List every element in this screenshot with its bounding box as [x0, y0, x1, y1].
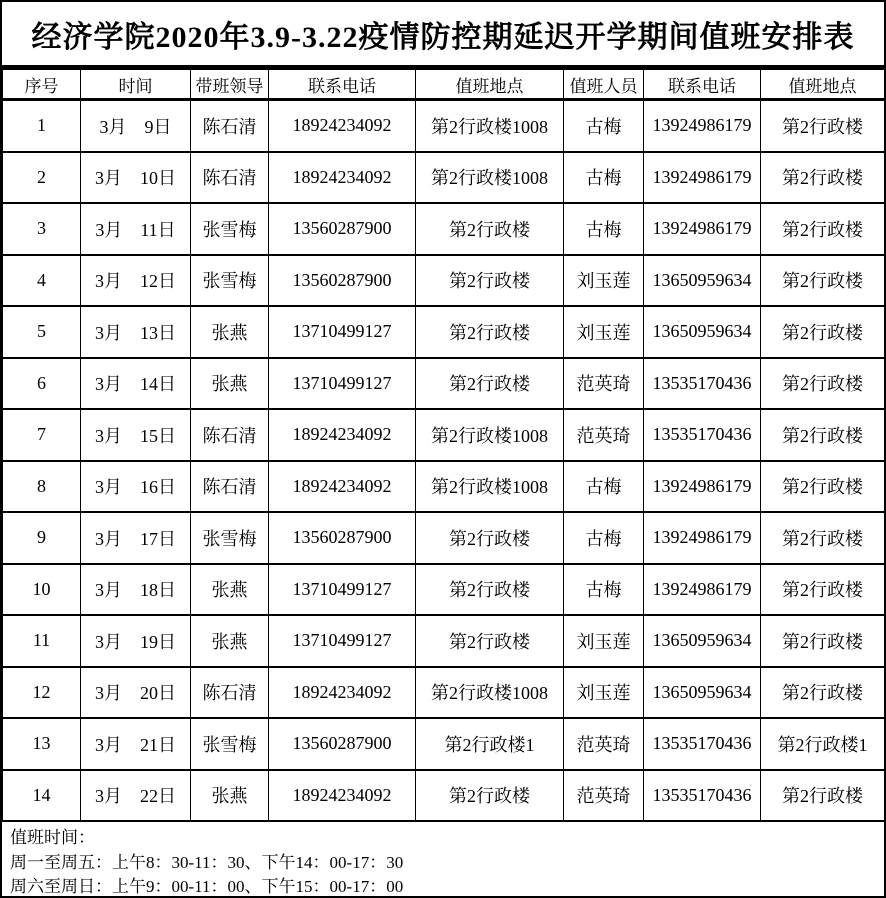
cell-staff-location: 第2行政楼 — [761, 306, 885, 358]
cell-staff-phone: 13650959634 — [644, 306, 761, 358]
column-header-leader-phone: 联系电话 — [269, 69, 416, 100]
cell-leader-location: 第2行政楼1008 — [416, 667, 564, 719]
note-line-heading: 值班时间： — [10, 828, 95, 847]
table-row — [3, 306, 885, 358]
cell-leader-name: 陈石清 — [191, 461, 269, 513]
table-row — [3, 100, 885, 152]
cell-date: 3月 12日 — [81, 255, 191, 307]
cell-serial: 10 — [3, 564, 81, 616]
cell-leader-name: 张燕 — [191, 770, 269, 822]
cell-staff-phone: 13924986179 — [644, 152, 761, 204]
table-row — [3, 615, 885, 667]
cell-leader-name: 陈石清 — [191, 100, 269, 152]
cell-leader-location: 第2行政楼 — [416, 255, 564, 307]
table-row — [3, 358, 885, 410]
cell-leader-phone: 13710499127 — [269, 358, 416, 410]
table-row — [3, 718, 885, 770]
cell-staff-phone: 13535170436 — [644, 358, 761, 410]
cell-serial: 9 — [3, 512, 81, 564]
cell-leader-location: 第2行政楼1 — [416, 718, 564, 770]
cell-staff-phone: 13924986179 — [644, 512, 761, 564]
cell-staff-location: 第2行政楼 — [761, 615, 885, 667]
cell-leader-name: 陈石清 — [191, 667, 269, 719]
cell-leader-phone: 13560287900 — [269, 512, 416, 564]
cell-staff-phone: 13924986179 — [644, 461, 761, 513]
table-row — [3, 512, 885, 564]
duty-table — [2, 68, 885, 822]
cell-staff-phone: 13535170436 — [644, 770, 761, 822]
cell-staff-name: 范英琦 — [564, 358, 644, 410]
cell-date: 3月 22日 — [81, 770, 191, 822]
cell-staff-location: 第2行政楼 — [761, 564, 885, 616]
cell-leader-phone: 13710499127 — [269, 306, 416, 358]
cell-serial: 12 — [3, 667, 81, 719]
cell-staff-location: 第2行政楼 — [761, 409, 885, 461]
cell-serial: 7 — [3, 409, 81, 461]
table-header-row — [3, 69, 885, 100]
cell-serial: 2 — [3, 152, 81, 204]
cell-staff-location: 第2行政楼 — [761, 255, 885, 307]
cell-staff-name: 古梅 — [564, 152, 644, 204]
cell-staff-phone: 13650959634 — [644, 667, 761, 719]
cell-serial: 14 — [3, 770, 81, 822]
cell-staff-location: 第2行政楼 — [761, 770, 885, 822]
cell-staff-phone: 13650959634 — [644, 255, 761, 307]
cell-date: 3月 18日 — [81, 564, 191, 616]
duty-time-note — [2, 822, 884, 898]
cell-date: 3月 15日 — [81, 409, 191, 461]
column-header-leader-location: 值班地点 — [416, 69, 564, 100]
cell-leader-location: 第2行政楼 — [416, 306, 564, 358]
cell-leader-location: 第2行政楼1008 — [416, 409, 564, 461]
cell-staff-name: 古梅 — [564, 461, 644, 513]
cell-staff-name: 古梅 — [564, 512, 644, 564]
cell-leader-location: 第2行政楼 — [416, 512, 564, 564]
cell-date: 3月 20日 — [81, 667, 191, 719]
cell-staff-name: 刘玉莲 — [564, 667, 644, 719]
cell-leader-phone: 18924234092 — [269, 461, 416, 513]
cell-serial: 13 — [3, 718, 81, 770]
cell-staff-name: 刘玉莲 — [564, 255, 644, 307]
note-line-weekday: 周一至周五：上午8：30-11：30、下午14：00-17：30 — [10, 852, 404, 872]
table-row — [3, 770, 885, 822]
page-title: 经济学院2020年3.9-3.22疫情防控期延迟开学期间值班安排表 — [2, 2, 884, 68]
cell-serial: 4 — [3, 255, 81, 307]
cell-staff-name: 古梅 — [564, 203, 644, 255]
cell-date: 3月 14日 — [81, 358, 191, 410]
column-header-date: 时间 — [81, 69, 191, 100]
cell-staff-phone: 13924986179 — [644, 100, 761, 152]
cell-date: 3月 9日 — [81, 100, 191, 152]
column-header-leader: 带班领导 — [191, 69, 269, 100]
note-line-weekend: 周六至周日：上午9：00-11：00、下午15：00-17：00 — [10, 877, 404, 896]
table-row — [3, 152, 885, 204]
cell-staff-phone: 13924986179 — [644, 203, 761, 255]
table-row — [3, 667, 885, 719]
cell-leader-location: 第2行政楼1008 — [416, 152, 564, 204]
cell-staff-name: 刘玉莲 — [564, 306, 644, 358]
cell-staff-phone: 13535170436 — [644, 718, 761, 770]
cell-leader-name: 张雪梅 — [191, 203, 269, 255]
cell-leader-phone: 18924234092 — [269, 100, 416, 152]
cell-leader-location: 第2行政楼 — [416, 358, 564, 410]
cell-leader-name: 张燕 — [191, 358, 269, 410]
table-row — [3, 203, 885, 255]
cell-leader-location: 第2行政楼 — [416, 564, 564, 616]
cell-leader-name: 张雪梅 — [191, 718, 269, 770]
cell-serial: 5 — [3, 306, 81, 358]
cell-staff-location: 第2行政楼 — [761, 512, 885, 564]
cell-leader-phone: 13710499127 — [269, 615, 416, 667]
cell-leader-phone: 18924234092 — [269, 409, 416, 461]
cell-staff-phone: 13650959634 — [644, 615, 761, 667]
cell-leader-phone: 13710499127 — [269, 564, 416, 616]
cell-serial: 11 — [3, 615, 81, 667]
cell-staff-location: 第2行政楼 — [761, 667, 885, 719]
cell-staff-name: 范英琦 — [564, 718, 644, 770]
cell-leader-phone: 18924234092 — [269, 152, 416, 204]
cell-staff-phone: 13924986179 — [644, 564, 761, 616]
cell-date: 3月 11日 — [81, 203, 191, 255]
cell-leader-location: 第2行政楼 — [416, 770, 564, 822]
column-header-staff-phone: 联系电话 — [644, 69, 761, 100]
cell-leader-name: 张燕 — [191, 564, 269, 616]
table-row — [3, 461, 885, 513]
cell-leader-name: 张燕 — [191, 615, 269, 667]
cell-staff-location: 第2行政楼 — [761, 203, 885, 255]
column-header-staff: 值班人员 — [564, 69, 644, 100]
cell-leader-name: 陈石清 — [191, 409, 269, 461]
cell-staff-location: 第2行政楼 — [761, 152, 885, 204]
cell-date: 3月 16日 — [81, 461, 191, 513]
cell-leader-name: 张燕 — [191, 306, 269, 358]
cell-leader-location: 第2行政楼 — [416, 615, 564, 667]
cell-leader-location: 第2行政楼1008 — [416, 461, 564, 513]
table-row — [3, 564, 885, 616]
cell-leader-phone: 18924234092 — [269, 770, 416, 822]
cell-date: 3月 19日 — [81, 615, 191, 667]
cell-serial: 8 — [3, 461, 81, 513]
cell-staff-name: 古梅 — [564, 100, 644, 152]
cell-leader-name: 张雪梅 — [191, 255, 269, 307]
table-row — [3, 409, 885, 461]
table-row — [3, 255, 885, 307]
cell-date: 3月 13日 — [81, 306, 191, 358]
cell-staff-location: 第2行政楼 — [761, 100, 885, 152]
cell-date: 3月 21日 — [81, 718, 191, 770]
cell-serial: 1 — [3, 100, 81, 152]
cell-leader-phone: 18924234092 — [269, 667, 416, 719]
cell-date: 3月 10日 — [81, 152, 191, 204]
column-header-serial: 序号 — [3, 69, 81, 100]
cell-leader-phone: 13560287900 — [269, 203, 416, 255]
cell-staff-location: 第2行政楼 — [761, 358, 885, 410]
cell-staff-location: 第2行政楼 — [761, 461, 885, 513]
cell-leader-location: 第2行政楼1008 — [416, 100, 564, 152]
cell-leader-phone: 13560287900 — [269, 255, 416, 307]
cell-serial: 6 — [3, 358, 81, 410]
cell-staff-phone: 13535170436 — [644, 409, 761, 461]
cell-serial: 3 — [3, 203, 81, 255]
cell-staff-location: 第2行政楼1 — [761, 718, 885, 770]
cell-leader-name: 张雪梅 — [191, 512, 269, 564]
column-header-staff-location: 值班地点 — [761, 69, 885, 100]
cell-staff-name: 刘玉莲 — [564, 615, 644, 667]
cell-date: 3月 17日 — [81, 512, 191, 564]
cell-staff-name: 古梅 — [564, 564, 644, 616]
cell-leader-name: 陈石清 — [191, 152, 269, 204]
cell-leader-location: 第2行政楼 — [416, 203, 564, 255]
cell-leader-phone: 13560287900 — [269, 718, 416, 770]
cell-staff-name: 范英琦 — [564, 409, 644, 461]
cell-staff-name: 范英琦 — [564, 770, 644, 822]
